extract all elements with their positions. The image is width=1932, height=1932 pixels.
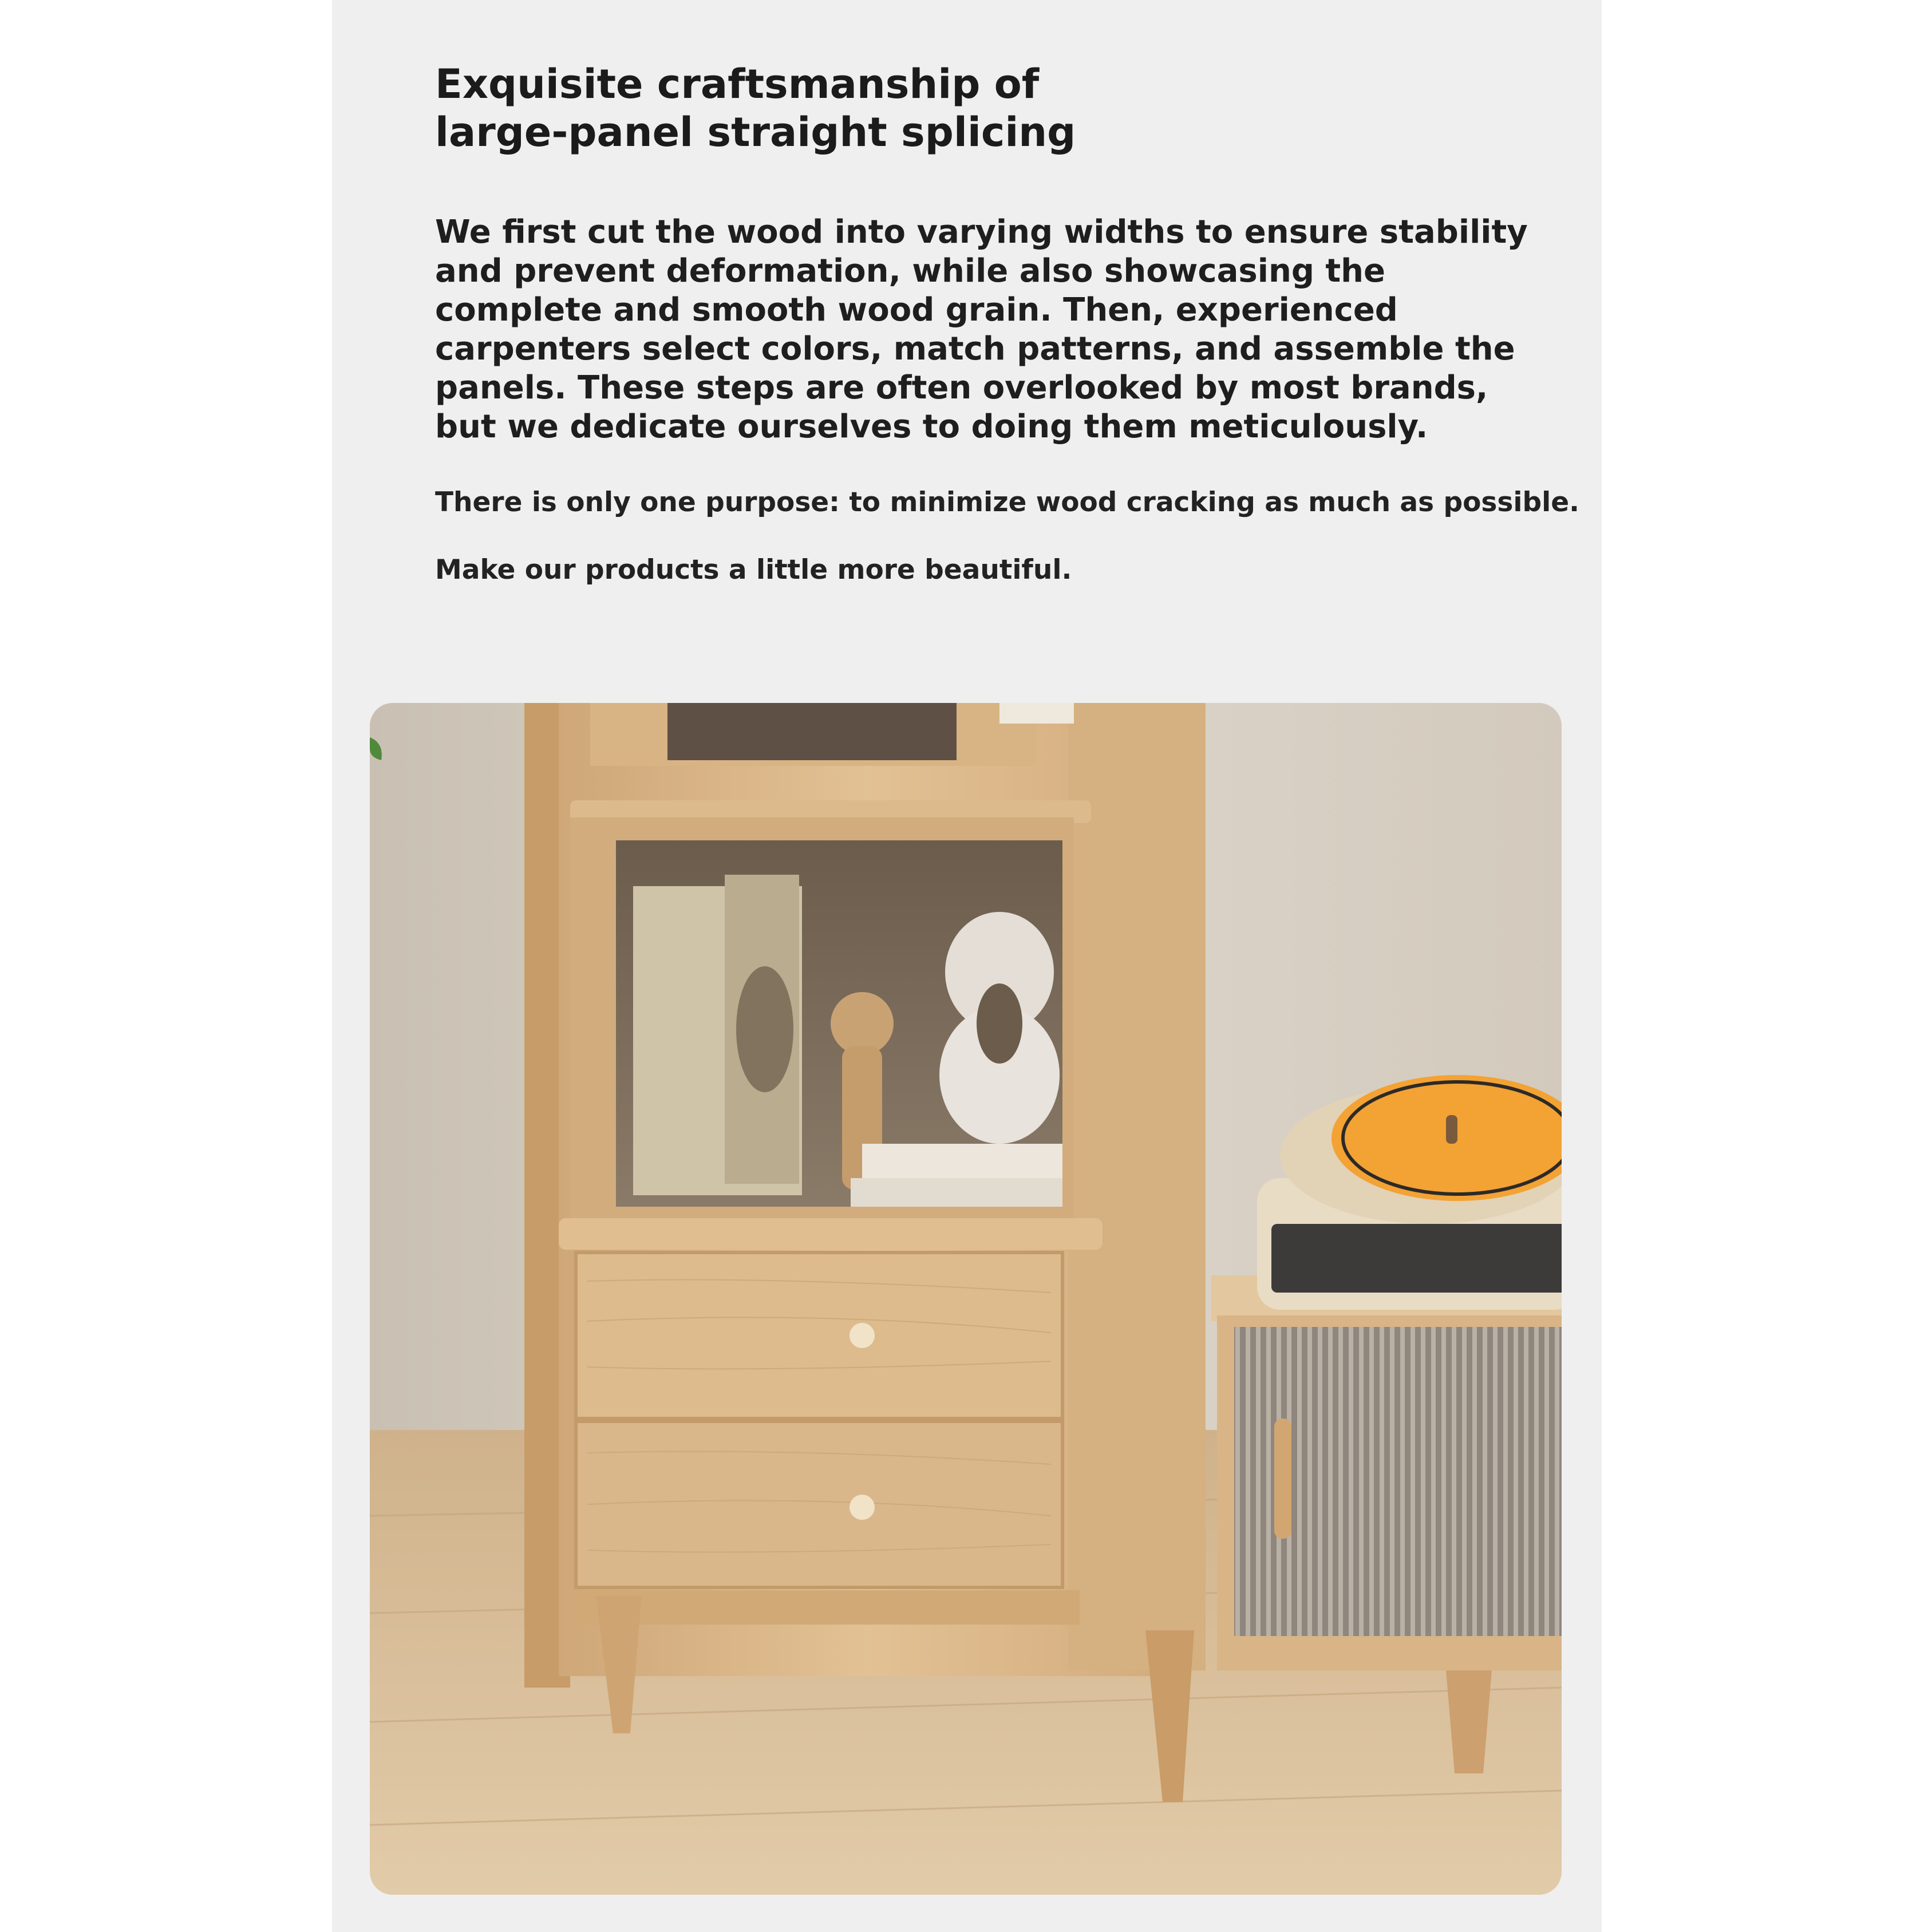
heading-line-1: Exquisite craftsmanship of [435, 61, 1040, 108]
body-line: We first cut the wood into varying widths to ensure stability [435, 214, 1528, 251]
product-detail-page [332, 0, 1602, 1932]
body-line: but we dedicate ourselves to doing them meticulously. [435, 408, 1428, 445]
drawer-bottom [576, 1421, 1062, 1587]
body-line: panels. These steps are often overlooked by most brands, [435, 369, 1488, 406]
drawer-top [576, 1253, 1062, 1419]
body-line: complete and smooth wood grain. Then, experienced [435, 291, 1398, 329]
cabinet-illustration [370, 703, 1562, 1895]
drawer-knob [850, 1323, 875, 1348]
tall-cabinet [524, 703, 1206, 1802]
body-line: carpenters select colors, match patterns, and assemble the [435, 330, 1515, 368]
craftsmanship-description [435, 213, 1528, 447]
door-handle [1274, 1419, 1291, 1539]
brand-slogan: Make our products a little more beautiful. [435, 554, 1072, 586]
ledge [559, 1218, 1103, 1250]
purpose-statement: There is only one purpose: to minimize wood cracking as much as possible. [435, 487, 1579, 518]
section-heading [435, 60, 1408, 156]
cabinet-right-side [1068, 703, 1206, 1670]
heading-line-2: large-panel straight splicing [435, 109, 1076, 156]
drawer-knob [850, 1495, 875, 1520]
body-line: and prevent deformation, while also showcasing the [435, 252, 1386, 290]
product-photo [370, 703, 1562, 1895]
upper-glass [667, 703, 957, 760]
